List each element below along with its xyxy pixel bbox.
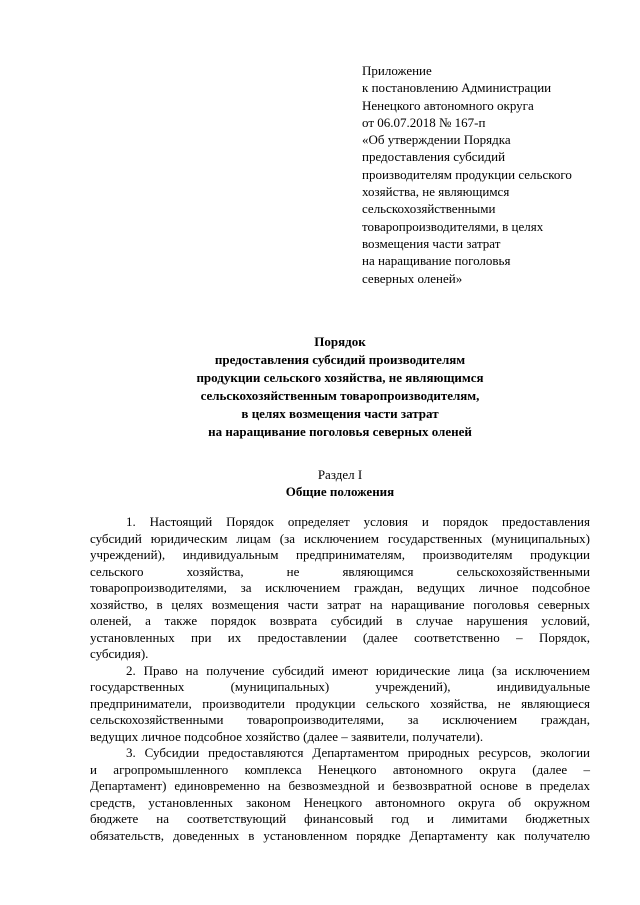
paragraph-1-line: установленных при их предоставлении (далее соответственно – Порядок, xyxy=(90,629,590,645)
appendix-line: товаропроизводителями, в целях xyxy=(362,218,544,234)
appendix-line: от 06.07.2018 № 167-п xyxy=(362,114,486,130)
title-line: в целях возмещения части затрат xyxy=(241,406,439,421)
appendix-line: северных оленей» xyxy=(362,270,463,286)
appendix-line: «Об утверждении Порядка xyxy=(362,132,511,148)
paragraph-2-line: сельскохозяйственными товаропроизводителями, за исключением граждан, xyxy=(90,712,590,727)
appendix-line: предоставления субсидий xyxy=(362,149,506,165)
appendix-line: Приложение xyxy=(362,63,432,78)
paragraph-3-line: обязательств, доведенных в установленном порядке Департаменту как получателю xyxy=(90,827,590,843)
paragraph-1-line: оленей, а также порядок возврата субсидий в случае нарушения условий, xyxy=(90,613,590,628)
paragraph-1-line: товаропроизводителями, за исключением граждан, ведущих личное подсобное xyxy=(90,580,590,595)
paragraph-3-line: средств, установленных законом Ненецкого автономного округа об окружном xyxy=(90,794,590,810)
appendix-line: к постановлению Администрации xyxy=(362,80,552,96)
appendix-line: возмещения части затрат xyxy=(362,235,501,251)
paragraph-1-line: субсидия). xyxy=(90,646,149,661)
body-text xyxy=(90,514,590,844)
appendix-line: производителям продукции сельского xyxy=(362,166,572,182)
paragraph-2-line: предприниматели, производители продукции сельского хозяйства, не являющиеся xyxy=(90,695,590,711)
title-line: на наращивание поголовья северных оленей xyxy=(208,424,472,439)
title-line: Порядок xyxy=(314,334,366,349)
document-title xyxy=(100,333,580,441)
title-line: продукции сельского хозяйства, не являющимся xyxy=(196,370,484,385)
appendix-line: сельскохозяйственными xyxy=(362,201,496,217)
appendix-line: Ненецкого автономного округа xyxy=(362,97,534,113)
paragraph-2-line: ведущих личное подсобное хозяйство (далее – заявители, получатели). xyxy=(90,728,484,744)
section-number: Раздел I xyxy=(317,467,363,482)
paragraph-1-line: сельского хозяйства, не являющимся сельскохозяйственными xyxy=(90,563,590,579)
paragraph-1-line: учреждений), индивидуальным предпринимателям, производителям продукции xyxy=(90,547,590,562)
paragraph-3-line: Департамент) единовременно на безвозмездной и безвозвратной основе в пределах xyxy=(90,778,590,793)
paragraph-2-line: 2. Право на получение субсидий имеют юридические лица (за исключением xyxy=(126,662,590,678)
paragraph-2-line: государственных (муниципальных) учреждений), индивидуальные xyxy=(90,679,590,694)
paragraph-1-line: 1. Настоящий Порядок определяет условия и порядок предоставления xyxy=(126,514,590,529)
paragraph-3-line: 3. Субсидии предоставляются Департаментом природных ресурсов, экологии xyxy=(126,745,590,760)
paragraph-1-line: субсидий юридическим лицам (за исключением государственных (муниципальных) xyxy=(90,530,590,546)
paragraph-3-line: бюджете на соответствующий финансовый год и лимитами бюджетных xyxy=(90,811,590,826)
section-heading: Общие положения xyxy=(285,484,395,499)
paragraph-1-line: хозяйство, в целях возмещения части затрат на наращивание поголовья северных xyxy=(90,596,590,612)
appendix-block xyxy=(362,62,612,287)
paragraph-3-line: и агропромышленного комплекса Ненецкого автономного округа (далее – xyxy=(90,761,590,777)
title-line: сельскохозяйственным товаропроизводителям, xyxy=(200,388,480,403)
title-line: предоставления субсидий производителям xyxy=(214,352,466,367)
appendix-line: хозяйства, не являющимся xyxy=(362,184,510,200)
appendix-line: на наращивание поголовья xyxy=(362,253,511,269)
